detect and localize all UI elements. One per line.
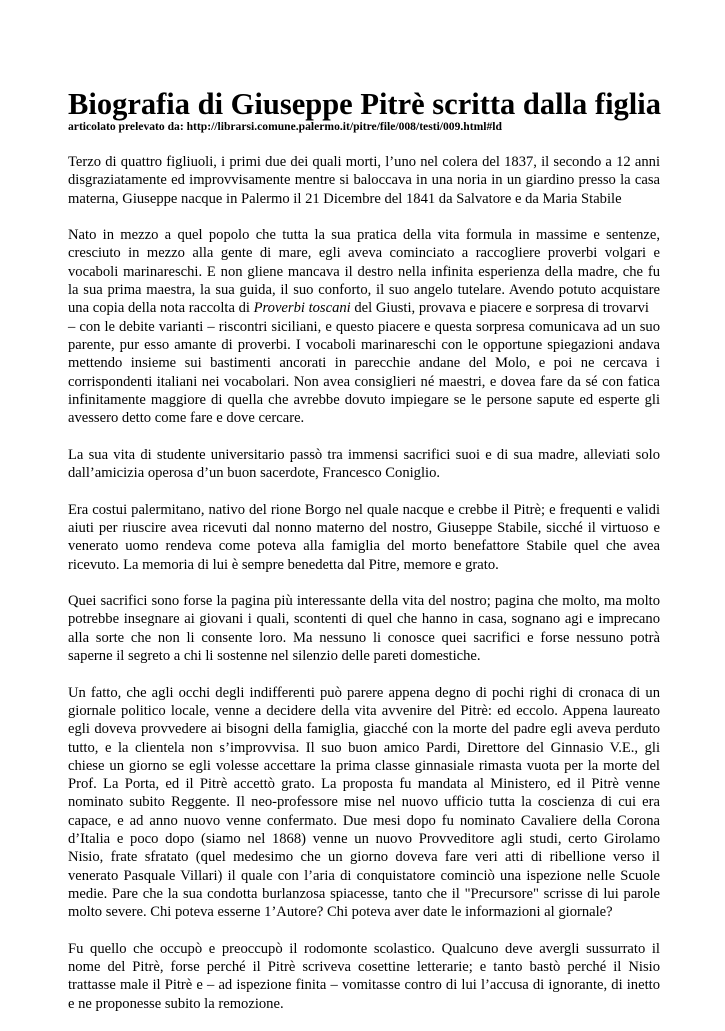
paragraph-1 (68, 153, 660, 208)
text-line: egli doveva provvedere ai bisogni della famiglia, giacché con la morte del padre egli aveva perduto (68, 721, 660, 738)
paragraph-2 (68, 226, 660, 427)
text-line: Era costui palermitano, nativo del rione Borgo nel quale nacque e crebbe il Pitrè; e frequenti e validi (68, 501, 660, 518)
text-line: trattasse male il Pitrè e – ad ispezione finita – vomitasse contro di lui l’accusa di ignorante, di inetto (68, 977, 660, 994)
paragraph-5 (68, 592, 660, 665)
paragraph-3 (68, 446, 660, 483)
paragraph-4 (68, 501, 660, 574)
text-line: Quei sacrifici sono forse la pagina più interessante della vita del nostro; pagina che molto, ma molto (68, 593, 660, 610)
text-line: saperne il segreto a chi li sostenne nel silenzio delle pareti domestiche. (68, 648, 481, 665)
text-line: nominato subito Reggente. Il neo-professore mise nel nuovo ufficio tutta la coscienza di cui era (68, 794, 660, 811)
text-line: Terzo di quattro figliuoli, i primi due dei quali morti, l’uno nel colera del 1837, il secondo a 12 anni (68, 154, 660, 170)
document-title: Biografia di Giuseppe Pitrè scritta dalla figlia (68, 87, 662, 121)
text-line: venerato Pasquale Villari) il quale con l’aria di conquistatore cominciò una ispezione nelle Scuole (68, 867, 660, 884)
text-line: nome del Pitrè, forse perché il Pitrè scriveva cosettine letterarie; e tanto bastò perché il Nisio (68, 959, 660, 976)
text-line: aiuti per riuscire avea ricevuti dal nonno materno del nostro, Giuseppe Stabile, sicché il virtuoso e (68, 519, 660, 536)
text-line: Prof. La Porta, ed il Pitrè accettò grato. La proposta fu mandata al Ministero, ed il Pitrè venne (68, 776, 660, 793)
text-line: La sua vita di studente universitario passò tra immensi sacrifici suoi e di sua madre, alleviati solo (68, 446, 660, 463)
text-line: materna, Giuseppe nacque in Palermo il 21 Dicembre del 1841 da Salvatore e da Maria Stabile (68, 190, 622, 207)
text-line: vocaboli marinareschi. E non gliene mancava il destro nella infinita esperienza della madre, che fu (68, 263, 660, 280)
text-line: potrebbe insegnare ai giovani i quali, scontenti di quel che hanno in casa, sognano agi e imprecano (68, 611, 660, 628)
text-line: Nato in mezzo a quel popolo che tutta la sua pratica della vita formula in massime e sentenze, (68, 227, 660, 244)
document-page (68, 88, 660, 1031)
text-line: molto severe. Chi poteva esserne 1’Autore? Chi poteva aver date le informazioni al giornale? (68, 904, 613, 921)
paragraph-6 (68, 684, 660, 922)
text-line: Un fatto, che agli occhi degli indifferenti può parere appena degno di pochi righi di cronaca di un (68, 684, 660, 701)
text-line: Fu quello che occupò e preoccupò il rodomonte scolastico. Qualcuno deve avergli sussurrato il (68, 940, 660, 957)
text-line: la sua prima maestra, la sua guida, il suo conforto, il suo angelo tutelare. Avendo potuto acquistare (68, 282, 660, 299)
line-head: una copia della nota raccolta di (68, 300, 254, 317)
text-line: tutto, e la clientela non s’improvvisa. Il suo buon amico Pardi, Direttore del Ginnasio V.E., gli (68, 739, 660, 756)
text-line: d’Italia e poco dopo (siamo nel 1868) venne un nuovo Provveditore agli studi, certo Girolamo (68, 830, 660, 847)
text-line: chiese un giorno se egli volesse accettare la prima classe ginnasiale rimasta vuota per la morte del (68, 757, 660, 774)
text-line: corrispondenti italiani nei vocabolari. Non avea consiglieri né maestri, e dovea fare da sé con fatica (68, 373, 660, 390)
paragraph-7 (68, 940, 660, 1013)
text-line: e ne proponesse subito la remozione. (68, 995, 284, 1012)
text-line: mettendo insieme sui bastimenti ancorati in parecchie andane del Molo, e poi ne cercava i (68, 355, 660, 372)
text-line: parente, pur esso amante di proverbi. I vocaboli marinareschi con le opportune spiegazioni andava (68, 336, 660, 353)
text-line: – con le debite varianti – riscontri siciliani, e questo piacere e questa sorpresa comunicava ad un suo (68, 318, 660, 335)
text-line: venerato uomo rendeva come poteva alla famiglia del morto benefattore Stabile quel che avea (68, 538, 660, 555)
source-line: articolato prelevato da: http://librarsi.comune.palermo.it/pitre/file/008/testi/009.html#ld (68, 120, 502, 133)
text-line: ricevuto. La memoria di lui è sempre benedetta dal Pitre, memore e grato. (68, 556, 499, 573)
text-line: Nisio, frate sfratato (quel medesimo che un giorno doveva fare veri atti di ribellione verso il (68, 849, 660, 866)
text-line: capace, e ad anno nuovo venne confermato. Due mesi dopo fu nominato Cavaliere della Corona (68, 812, 660, 829)
text-line: alla sorte che non li consente loro. Ma nessuno li conosce quei sacrifici e forse nessuno potrà (68, 629, 660, 646)
text-line: cresciuto in mezzo alla gente di mare, egli aveva cominciato a raccogliere proverbi volgari e (68, 245, 660, 262)
text-line: infinitamente maggiore di quella che avrebbe dovuto impiegare se le persone sapute ed esperte gli (68, 391, 660, 408)
line-tail: del Giusti, provava e piacere e sorpresa di trovarvi (350, 300, 649, 317)
text-line-with-italic (68, 299, 660, 317)
text-line: disgraziatamente ed improvvisamente mentre si baloccava in una noria in un giardino presso la casa (68, 172, 660, 189)
text-line: avessero detto come fare e dove cercare. (68, 410, 305, 427)
text-line: medie. Pare che la sua condotta burlanzosa spiacesse, tanto che il "Precursore" scrisse di lui parole (68, 885, 660, 902)
text-line: dall’amicizia operosa d’un buon sacerdote, Francesco Coniglio. (68, 465, 441, 482)
text-line: giornale politico locale, venne a decidere della vita avvenire del Pitrè: ed eccolo. Appena laureato (68, 702, 660, 719)
italic-book-title: Proverbi toscani (253, 300, 351, 317)
